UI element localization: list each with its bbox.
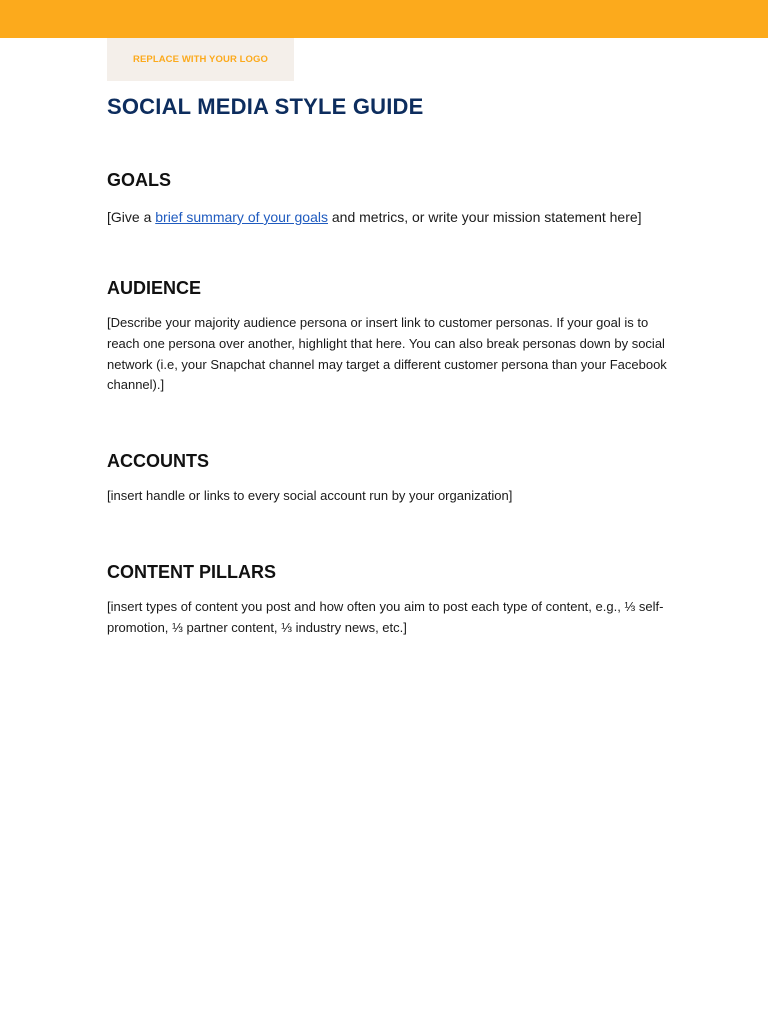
goals-body <box>107 207 642 228</box>
content-pillars-heading: CONTENT PILLARS <box>107 562 276 582</box>
content-pillars-body: [insert types of content you post and how often you aim to post each type of content, e.g., ⅓ self-promotion, ⅓ partner content, ⅓ industry news, etc.] <box>107 599 664 635</box>
header-accent-bar <box>0 0 768 38</box>
goals-text-before-link: [Give a <box>107 209 156 225</box>
logo-placeholder[interactable] <box>107 38 294 81</box>
logo-placeholder-text: REPLACE WITH YOUR LOGO <box>132 54 269 65</box>
goals-summary-link[interactable]: brief summary of your goals <box>155 209 328 225</box>
audience-body: [Describe your majority audience persona or insert link to customer personas. If your goal is to reach one persona over another, highlight that here. You can also break personas down by social network (i.e, your Snapchat channel may target a different customer persona than your Facebook channel).] <box>107 315 667 393</box>
audience-heading: AUDIENCE <box>107 278 202 298</box>
accounts-body: [insert handle or links to every social account run by your organization] <box>107 488 513 503</box>
goals-heading: GOALS <box>107 170 172 190</box>
accounts-heading: ACCOUNTS <box>107 451 209 471</box>
document-title: SOCIAL MEDIA STYLE GUIDE <box>107 94 424 119</box>
goals-text-after-link: and metrics, or write your mission statement here] <box>327 209 642 225</box>
